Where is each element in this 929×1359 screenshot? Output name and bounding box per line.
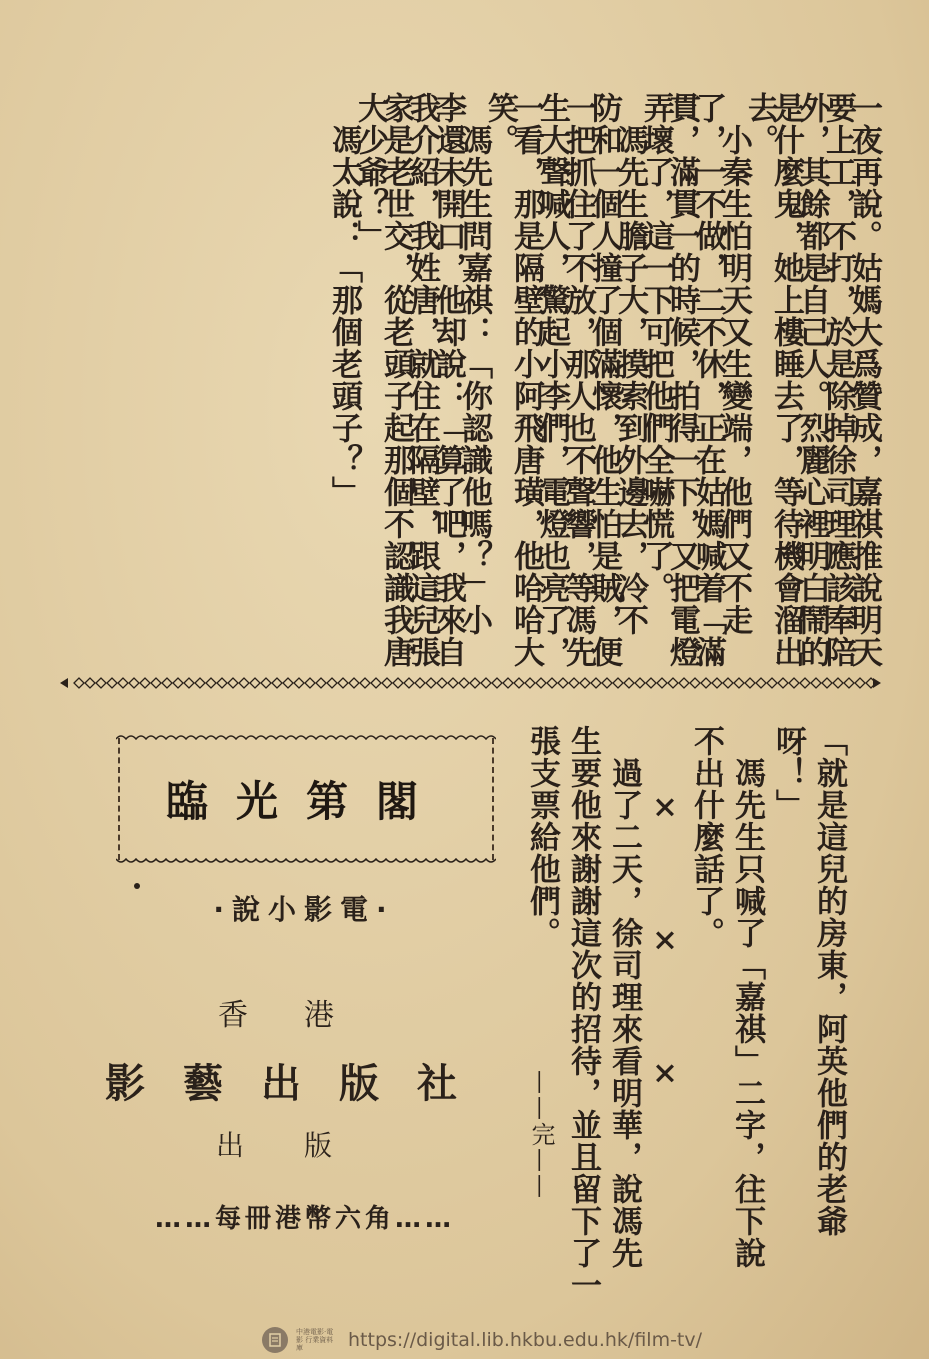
top-text-block [326,92,882,668]
bottom-text-block [520,725,850,1301]
text-column: 馮先生只喊了「嘉祺」二字，往下說 [729,725,765,1269]
text-column: 過了二天，徐司理來看明華，說馮先 [606,725,642,1269]
end-mark: ——完—— [527,1070,555,1200]
text-column: 大少爺？」 [352,92,388,252]
text-column: 外，其餘都是自己人。烈麗心裡明白鬧的 [794,92,830,668]
text-column: 張支票給他們。 [524,725,560,949]
price-line: ……每冊港幣六角…… [154,1204,455,1234]
text-column: 「就是這兒的房東，阿英他們的老爺 [811,725,847,1237]
text-column: 生要他來謝謝這次的招待，並且留下了一 [565,725,601,1301]
text-column: 去。 [742,92,778,156]
text-column: 生大聲喊人，驚起小李們，電燈也亮了， [534,92,570,668]
text-column: 弄壞了，這一下可把他們全嚇慌了。 [638,92,674,604]
text-column: 小秦生怕明天又生變端，他們又不走 [716,92,752,636]
city: 香港 [218,998,390,1033]
text-column: 李還未開口，他却說：「算了吧，我來自 [430,92,466,668]
text-column: 貫，滿貫一的時候，拍得一下，又把電燈 [664,92,700,668]
text-column: 是什麼鬼，她上樓睡去了，等待機會溜出 [768,92,804,668]
wave-border-top [116,732,496,746]
text-column: × × × [647,725,683,1092]
publish-label: 出版 [215,1129,392,1162]
text-column: 不出什麼話了。 [688,725,724,949]
text-column: 一把抓住了不放，那人也不聲響，等馮先 [560,92,596,668]
text-column: 呀！」 [770,725,806,821]
watermark[interactable] [262,1326,702,1354]
publisher-name: 影藝出版社 [105,1060,495,1107]
watermark-url[interactable]: https://digital.lib.hkbu.edu.hk/film-tv/ [348,1329,703,1351]
subtitle: ·說小影電· [213,893,395,926]
wave-border-bottom [116,852,496,866]
library-logo-icon [262,1327,288,1353]
text-column: 笑。 [482,92,518,156]
title-box [118,738,494,860]
text-column: 馮先生膽子大，摸索到外邊去，冷不 [612,92,648,636]
text-column: 了，一不做，二不休，正在姑媽喊着「滿 [690,92,726,668]
book-title: 臨光第閣 [165,777,446,826]
text-column: 要上工，不打，於是除掉徐司理應該奉陪 [820,92,856,668]
text-column: 一看，那是隔壁的小阿飛唐璜，他哈哈大 [508,92,544,668]
text-column: 防和一個人撞了個滿懷，他生怕是賊，便 [586,92,622,668]
text-column: 家是老世交，從老頭子起那個不認識我唐 [378,92,414,668]
decorative-divider [58,670,883,696]
text-column: 我介紹，我姓唐，就住在隔壁，跟這兒張 [404,92,440,668]
watermark-label: 中港電影·電影 行業資料庫 [296,1328,334,1352]
text-column: 馮先生問嘉祺：「你認識他嗎？」小 [456,92,492,636]
text-column: 馮太說：「那個老頭子？」 [326,92,362,508]
text-column: 一夜再說。姑媽大爲贊成，嘉祺推說明天 [846,92,882,668]
